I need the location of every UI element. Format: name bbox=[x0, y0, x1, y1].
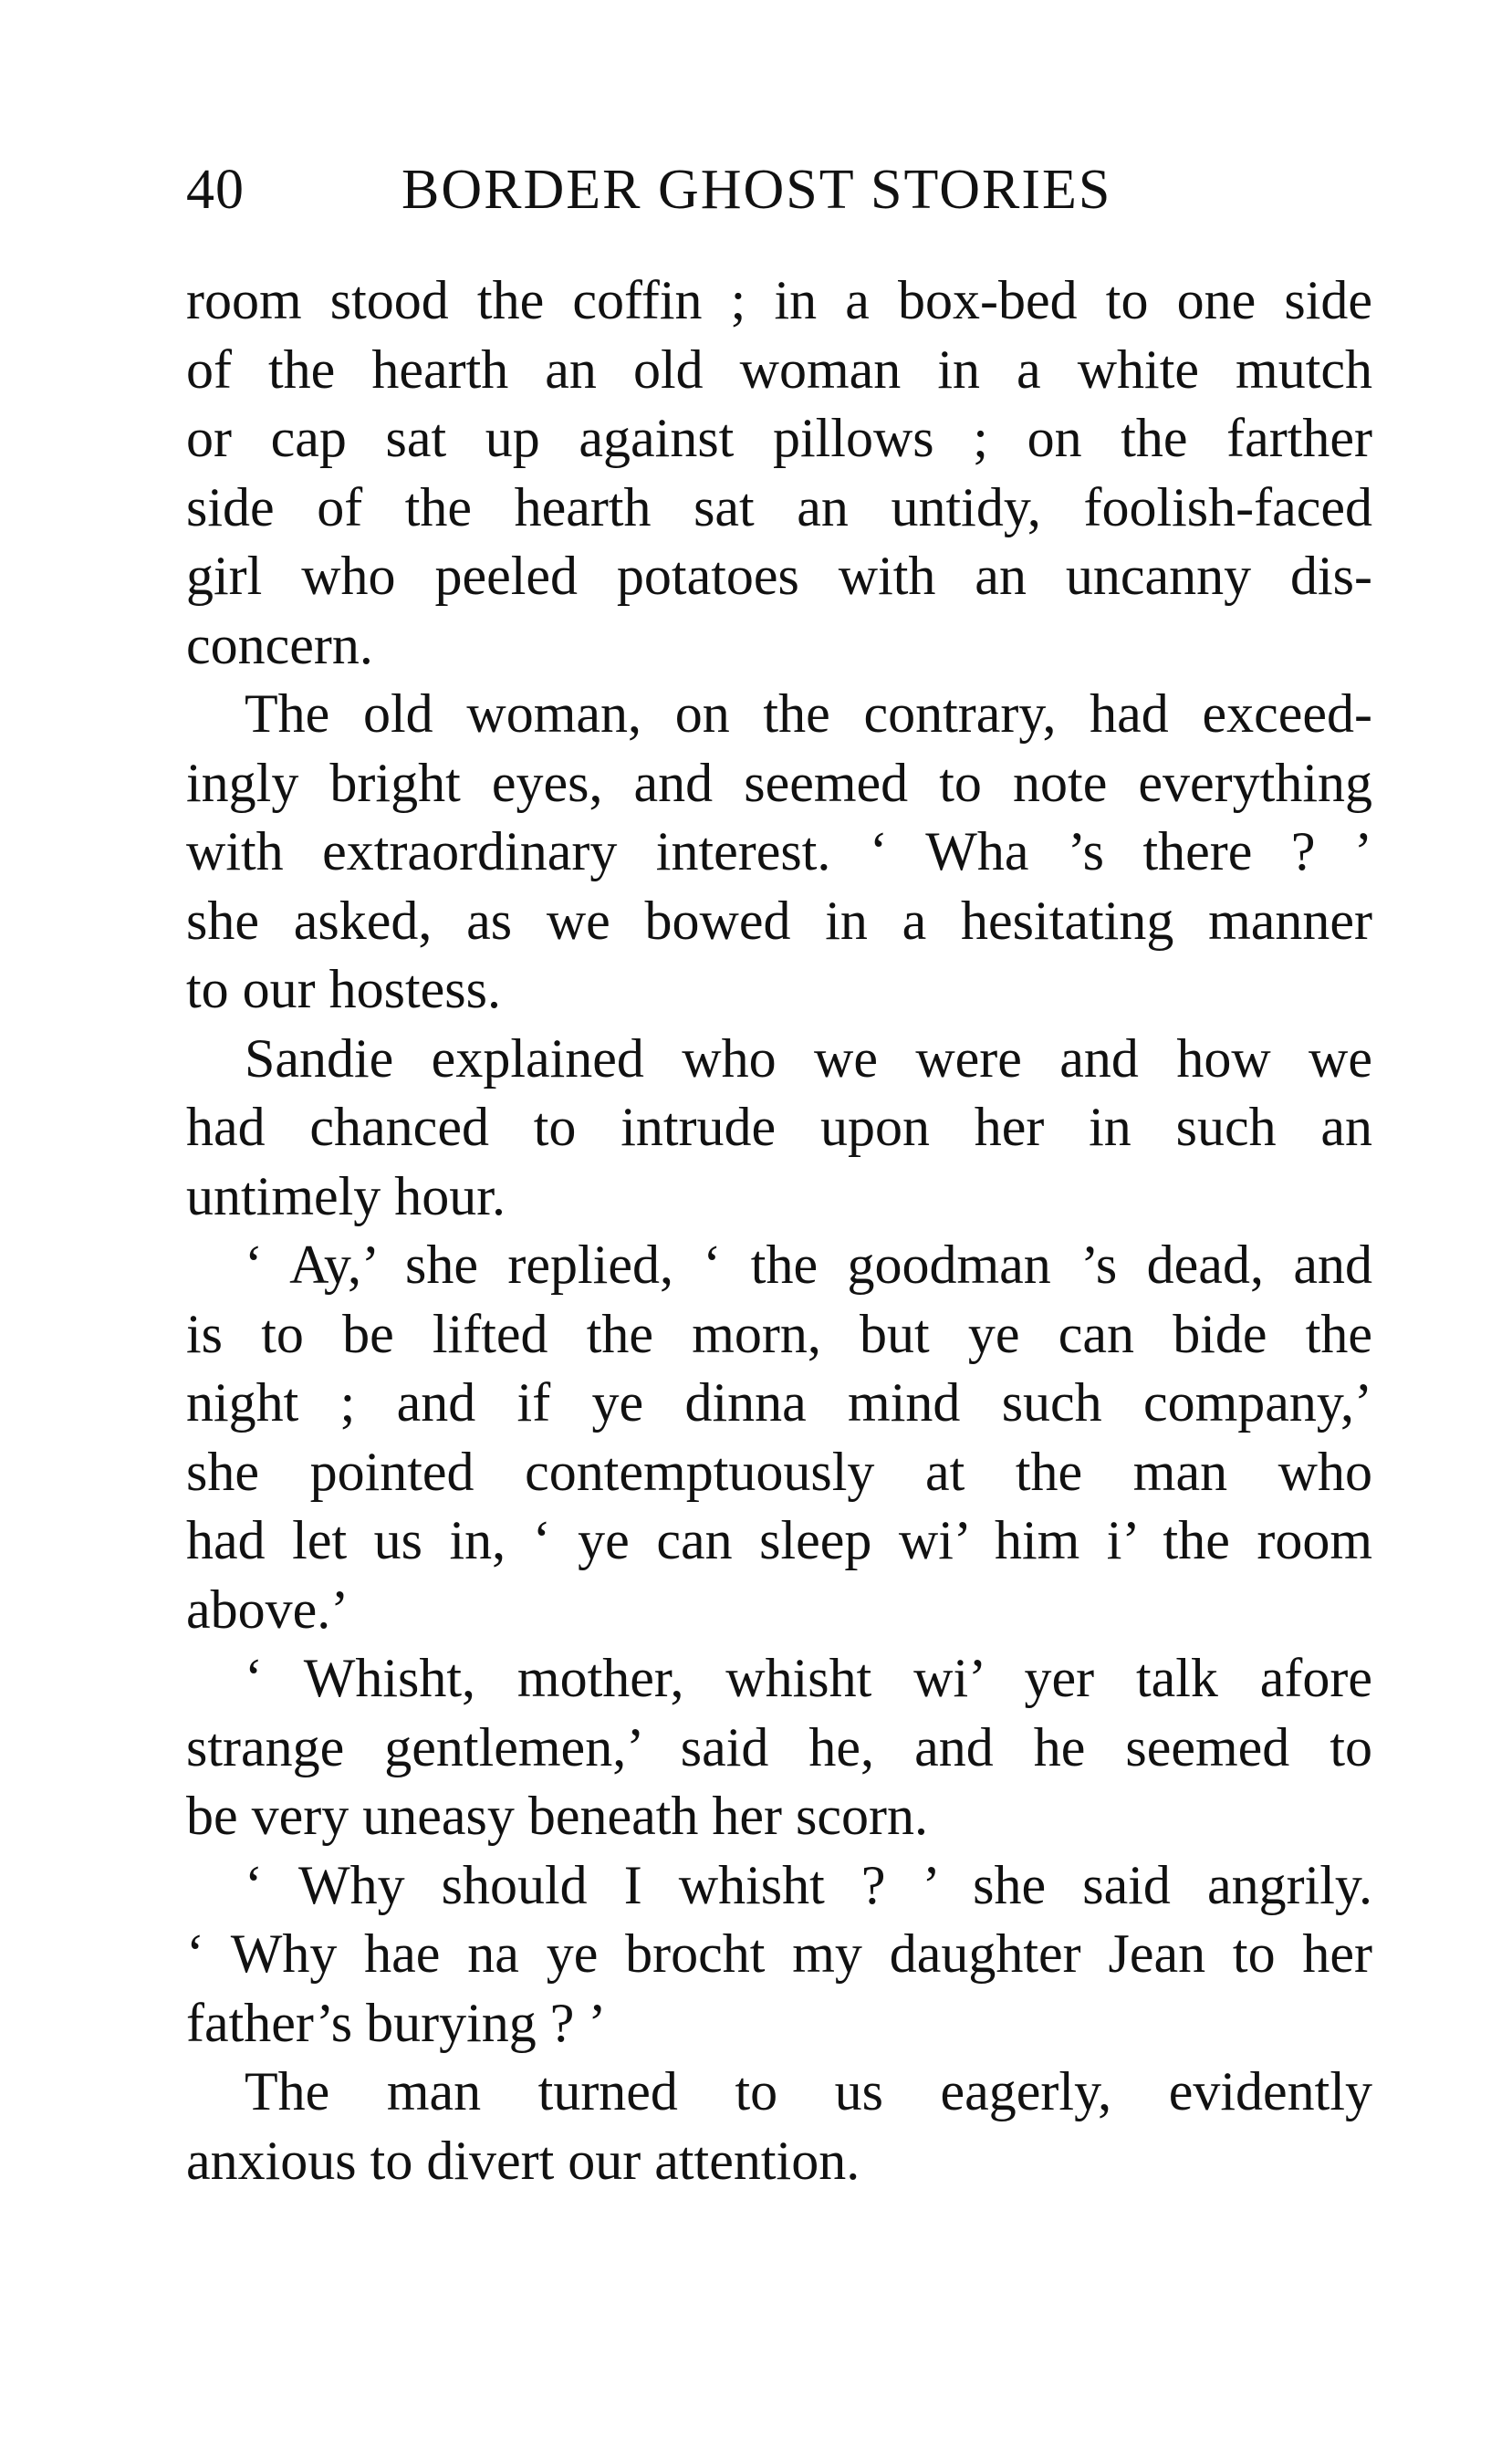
text-line: above.’ bbox=[186, 1579, 349, 1640]
text-line: be very uneasy beneath her scorn. bbox=[186, 1786, 928, 1846]
text-line: father’s burying ? ’ bbox=[186, 1992, 607, 2053]
text-line: to our hostess. bbox=[186, 959, 501, 1019]
page-header bbox=[186, 153, 1372, 226]
text-line: Sandie explained who we were and how we bbox=[245, 1027, 1372, 1089]
text-line: side of the hearth sat an untidy, foolish-faced bbox=[186, 476, 1372, 537]
running-title: BORDER GHOST STORIES bbox=[401, 159, 1112, 221]
text-line: concern. bbox=[186, 614, 373, 675]
text-line: The old woman, on the contrary, had exceed- bbox=[245, 683, 1372, 744]
body-text bbox=[186, 266, 1372, 2191]
text-line: The man turned to us eagerly, evidently bbox=[245, 2061, 1372, 2121]
text-line: ‘ Whisht, mother, whisht wi’ yer talk afore bbox=[245, 1648, 1372, 1708]
text-line: had let us in, ‘ ye can sleep wi’ him i’ the room bbox=[186, 1510, 1372, 1570]
text-line: with extraordinary interest. ‘ Wha ’s there ? ’ bbox=[186, 821, 1372, 881]
text-line: ‘ Why should I whisht ? ’ she said angrily. bbox=[245, 1854, 1372, 1915]
text-line: had chanced to intrude upon her in such an bbox=[186, 1097, 1372, 1157]
text-line: anxious to divert our attention. bbox=[186, 2130, 860, 2191]
text-line: she pointed contemptuously at the man who bbox=[186, 1441, 1372, 1502]
text-line: girl who peeled potatoes with an uncanny dis- bbox=[186, 546, 1372, 606]
text-line: untimely hour. bbox=[186, 1165, 506, 1226]
text-line: is to be lifted the morn, but ye can bide the bbox=[186, 1303, 1372, 1364]
page-number: 40 bbox=[186, 159, 245, 221]
text-line: of the hearth an old woman in a white mutch bbox=[186, 339, 1372, 400]
text-line: ‘ Why hae na ye brocht my daughter Jean to her bbox=[186, 1923, 1372, 1984]
text-line: ingly bright eyes, and seemed to note everything bbox=[186, 752, 1372, 813]
text-line: strange gentlemen,’ said he, and he seemed to bbox=[186, 1716, 1372, 1777]
text-line: she asked, as we bowed in a hesitating manner bbox=[186, 890, 1372, 951]
text-line: ‘ Ay,’ she replied, ‘ the goodman ’s dead, and bbox=[245, 1235, 1372, 1295]
text-line: room stood the coffin ; in a box-bed to one side bbox=[186, 270, 1372, 330]
text-line: night ; and if ye dinna mind such company,’ bbox=[186, 1372, 1372, 1433]
text-line: or cap sat up against pillows ; on the farther bbox=[186, 408, 1372, 468]
